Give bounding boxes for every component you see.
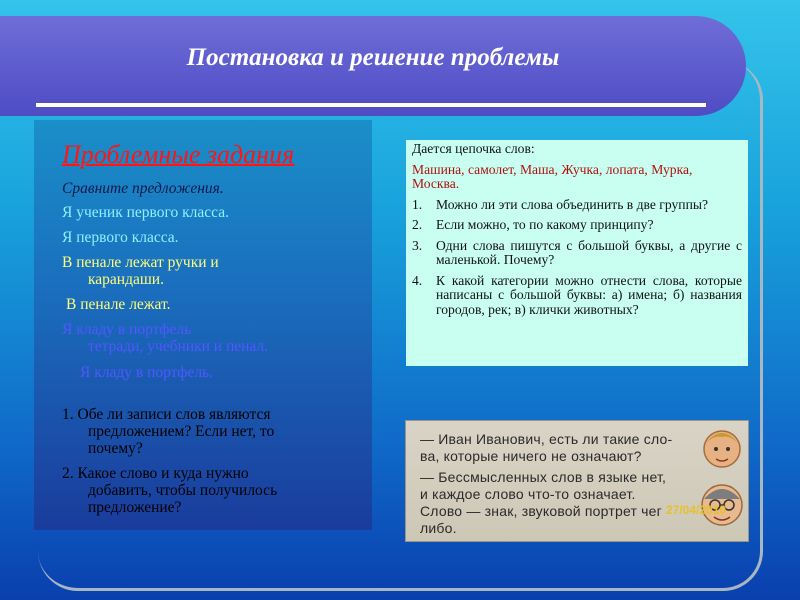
problem-tasks-heading: Проблемные задания <box>62 140 295 169</box>
question-1-line-1: 1. Обе ли записи слов являются <box>62 406 271 423</box>
photo-text-line: либо. <box>420 520 457 536</box>
photo-text-line: и каждое слово что-то означает. <box>420 486 636 502</box>
slide-title: Постановка и решение проблемы <box>186 44 560 71</box>
list-item-number: 2. <box>412 217 423 232</box>
word-chain-intro: Дается цепочка слов: <box>412 141 535 156</box>
textbook-photo <box>405 420 749 542</box>
word-chain: Машина, самолет, Маша, Жучка, лопата, Мурка, Москва. <box>412 161 693 191</box>
photo-date-stamp: 27/04/2010 <box>666 503 727 517</box>
compare-instruction: Сравните предложения. <box>62 180 224 197</box>
list-item-text: Можно ли эти слова объединить в две группы? <box>436 196 709 212</box>
photo-text-line: — Иван Иванович, есть ли такие сло- <box>420 431 673 447</box>
photo-text-line: Слово — знак, звуковой портрет чег <box>420 503 662 519</box>
photo-text-line: — Бессмысленных слов в языке нет, <box>420 469 667 485</box>
photo-text-line: ва, которые ничего не означают? <box>420 448 642 464</box>
title-underline <box>36 103 706 107</box>
list-item <box>412 218 742 233</box>
list-item <box>412 274 742 318</box>
list-item <box>412 239 742 268</box>
boy-illustration <box>702 423 742 475</box>
sentence-5-line-2: тетради, учебники и пенал. <box>88 338 269 355</box>
list-item-text: К какой категории можно отнести слова, которые написаны с большой буквы: а) имена; б) названия городов, рек; в) клички животных? <box>436 272 742 317</box>
question-1-line-2: предложением? Если нет, то <box>88 423 275 440</box>
list-item <box>412 198 742 213</box>
question-2-line-3: предложение? <box>88 499 182 516</box>
list-item-number: 1. <box>412 196 423 212</box>
sentence-3-line-1: В пенале лежат ручки и <box>62 254 219 271</box>
question-2-line-2: добавить, чтобы получилось <box>88 482 278 499</box>
list-item-text: Одни слова пишутся с большой буквы, а другие с маленькой. Почему? <box>436 237 742 267</box>
word-chain-box <box>406 140 748 366</box>
question-2-line-1: 2. Какое слово и куда нужно <box>62 465 249 482</box>
sentence-6: Я кладу в портфель. <box>80 364 214 381</box>
list-item-number: 3. <box>412 237 423 253</box>
sentence-3-line-2: карандаши. <box>88 271 164 288</box>
sentence-4: В пенале лежат. <box>66 296 171 313</box>
list-item-text: Если можно, то по какому принципу? <box>436 217 654 232</box>
sentence-1: Я ученик первого класса. <box>62 204 229 221</box>
sentence-2: Я первого класса. <box>62 229 179 246</box>
question-1-line-3: почему? <box>88 440 143 457</box>
list-item-number: 4. <box>412 272 423 288</box>
sentence-5-line-1: Я кладу в портфель <box>62 321 192 338</box>
